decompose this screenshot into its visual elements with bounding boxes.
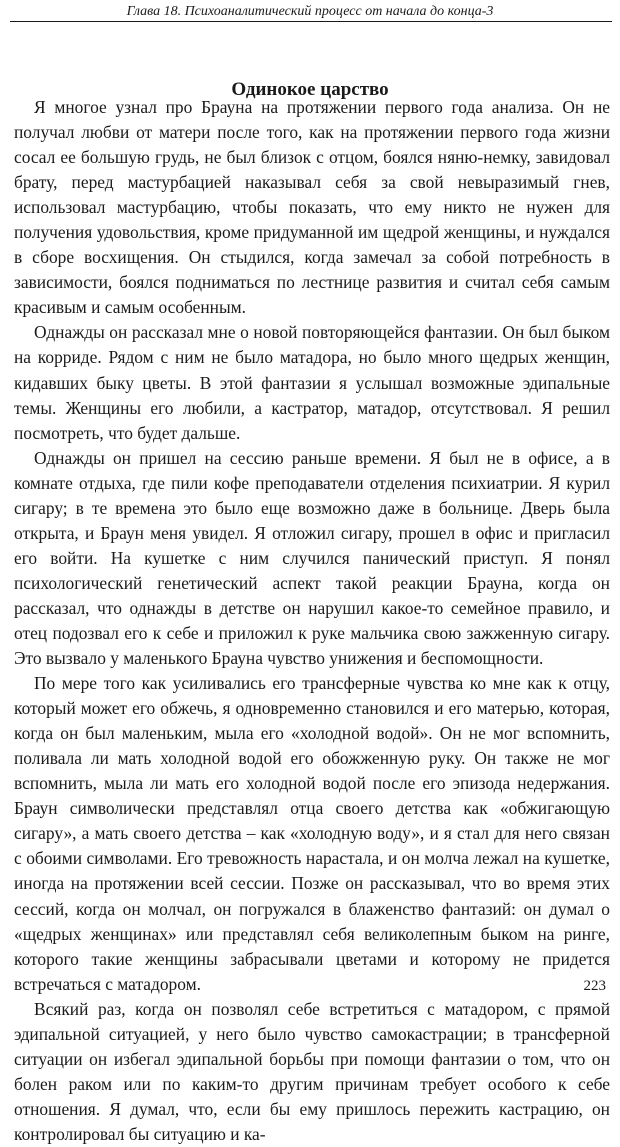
paragraph: По мере того как усиливались его трансферные чувства ко мне как к отцу, который может его обжечь, я одновременно становился и его матерью, которая, когда он был маленьким, мыла его «холодной водой». Он не мог вспомнить, поливала ли мать холодной водой его обожженную руку. Он также не мог вспомнить, мыла ли мать его холодной водой после его эпизода недержания. Браун символически представлял отца своего детства как «обжигающую сигару», а мать своего детства – как «холодную воду», и я стал для него связан с обоими символами. Его тревожность нарастала, и он молча лежал на кушетке, иногда на протяжении всей сессии. Позже он рассказывал, что во время этих сессий, когда он молчал, он погружался в блаженство фантазий: он думал о «щедрых женщинах» или представлял себя великолепным быком на ринге, которого такие женщины забрасывали цветами и которому не придется встречаться с матадором. [14,673,610,994]
body-text [14,95,610,1147]
paragraph: Однажды он пришел на сессию раньше времени. Я был не в офисе, а в комнате отдыха, где пили кофе преподаватели отделения психиатрии. Я курил сигару; в те времена это было еще возможно даже в больнице. Дверь была открыта, и Браун меня увидел. Я отложил сигару, прошел в офис и пригласил его войти. На кушетке с ним случился панический приступ. Я понял психологический генетический аспект такой реакции Брауна, когда он рассказал, что однажды в детстве он нарушил какое-то семейное правило, и отец подозвал его к себе и приложил к руке мальчика свою зажженную сигару. Это вызвало у маленького Брауна чувство унижения и беспомощности. [14,447,610,669]
running-header-title: Глава 18. Психоаналитический процесс от начала до конца-3 [126,4,494,19]
paragraph: Однажды он рассказал мне о новой повторяющейся фантазии. Он был быком на корриде. Рядом с ним не было матадора, но было много щедрых женщин, кидавших быку цветы. В этой фантазии я услышал возможные эдипальные темы. Женщины его любили, а кастратор, матадор, отсутствовал. Я решил посмотреть, что будет дальше. [14,322,610,443]
running-header [0,0,620,26]
page-number: 223 [583,978,606,994]
paragraph: Всякий раз, когда он позволял себе встретиться с матадором, с прямой эдипальной ситуацией, у него было чувство самокастрации; в трансферной ситуации он избегал эдипальной борьбы при помощи фантазии о том, что он болен раком или по каким-то другим причинам требует особого к себе отношения. Я думал, что, если бы ему пришлось пережить кастрацию, он контролировал бы ситуацию и ка- [14,998,610,1144]
header-divider [10,21,612,22]
paragraph: Я многое узнал про Брауна на протяжении первого года анализа. Он не получал любви от матери после того, как на протяжении первого года жизни сосал ее большую грудь, не был близок с отцом, боялся няню-немку, завидовал брату, перед мастурбацией наказывал себя за свой невыразимый гнев, использовал мастурбацию, чтобы показать, что ему никто не нужен для получения удовольствия, кроме придуманной им щедрой женщины, и нуждался в сборе восхищения. Он стыдился, когда замечал за собой потребность в зависимости, боялся подниматься по лестнице развития и считал себя самым красивым и самым особенным. [14,97,610,318]
section-title: Одинокое царство [231,78,389,100]
